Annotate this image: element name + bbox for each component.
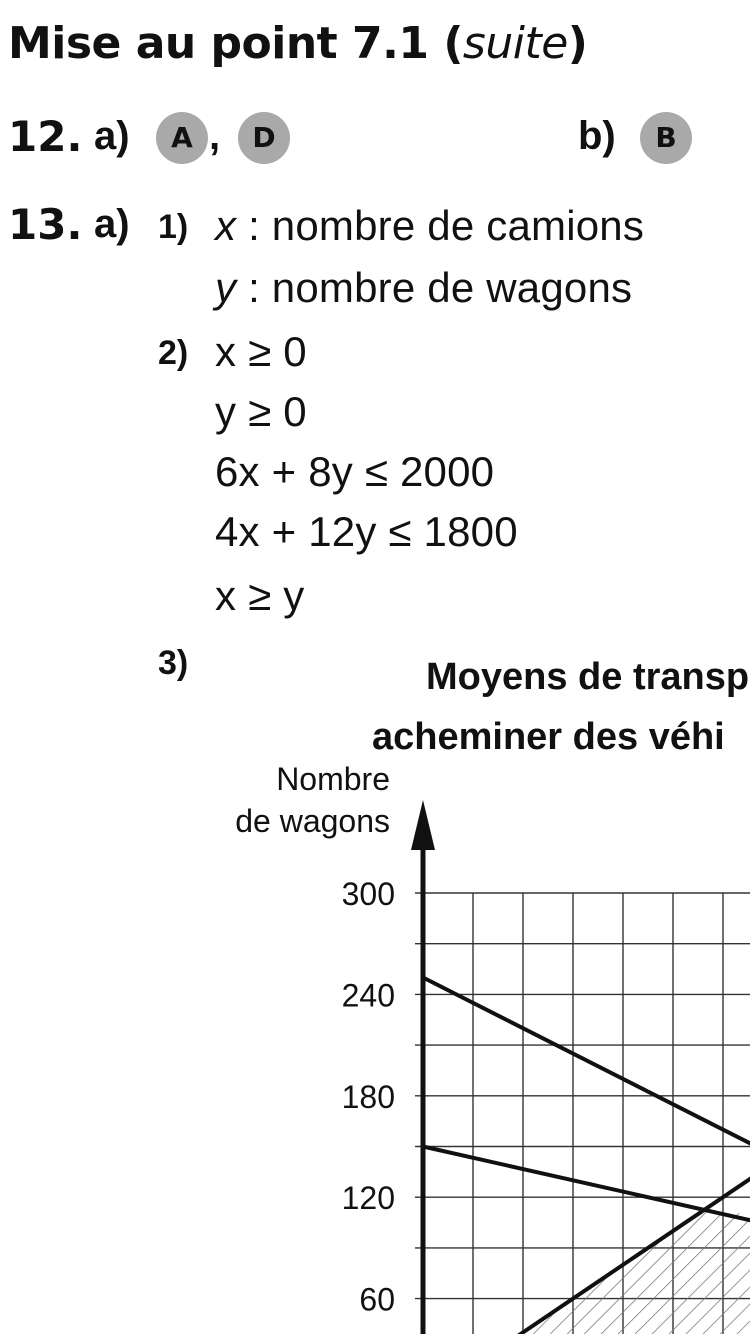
answer-badge-a: A: [156, 112, 208, 164]
answer-badge-b: B: [640, 112, 692, 164]
q12-part-b-label: b): [578, 114, 616, 158]
answer-badge-d: D: [238, 112, 290, 164]
y-tick-label-240: 240: [341, 977, 395, 1014]
step-1-label: 1): [158, 208, 189, 246]
question-13-number: 13.: [8, 200, 83, 249]
inequality-3: 6x + 8y ≤ 2000: [215, 448, 495, 495]
y-tick-label-300: 300: [341, 876, 395, 912]
y-axis-label-line-2: de wagons: [235, 803, 390, 839]
y-axis-arrow: [411, 800, 435, 850]
y-axis-label-line-1: Nombre: [276, 761, 390, 797]
page-title: Mise au point 7.1 (suite): [8, 18, 588, 69]
step-2-label: 2): [158, 334, 189, 372]
feasible-region: [423, 1210, 750, 1334]
y-tick-label-120: 120: [341, 1180, 395, 1217]
q13-part-a-label: a): [94, 202, 130, 246]
definition-y-text: : nombre de wagons: [236, 264, 633, 311]
question-12-number: 12.: [8, 112, 83, 161]
definition-x-text: : nombre de camions: [236, 202, 645, 249]
chart-title-line-1: Moyens de transp: [426, 656, 750, 698]
answer-separator: ,: [209, 114, 221, 158]
inequality-5: x ≥ y: [215, 572, 305, 619]
step-3-label: 3): [158, 644, 189, 682]
q12-part-a-label: a): [94, 114, 130, 158]
inequality-2: y ≥ 0: [215, 388, 307, 435]
var-x: x: [215, 202, 237, 249]
y-axis: [411, 800, 435, 1334]
chart-title-line-2: acheminer des véhi: [372, 716, 725, 758]
inequality-4: 4x + 12y ≤ 1800: [215, 508, 518, 555]
y-tick-label-60: 60: [359, 1281, 395, 1318]
inequality-1: x ≥ 0: [215, 328, 307, 375]
y-axis-ticks: [342, 876, 395, 1318]
title-suite: suite: [462, 18, 568, 69]
title-text: Mise au point 7.1: [8, 18, 429, 69]
var-y: y: [215, 264, 237, 311]
y-tick-label-180: 180: [341, 1078, 395, 1115]
